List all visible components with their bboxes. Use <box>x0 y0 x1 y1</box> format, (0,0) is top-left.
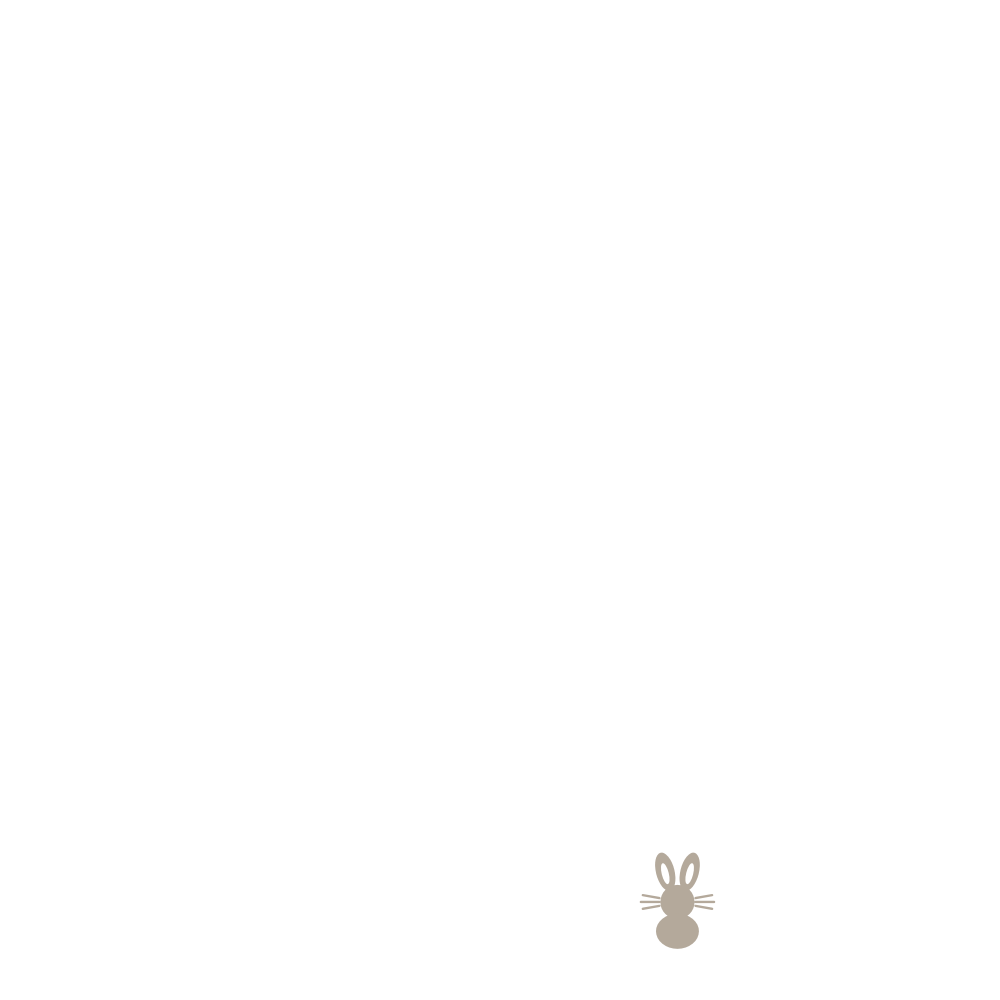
kiko-e-kika-logo <box>272 851 487 886</box>
kiko-baby-logo <box>562 850 787 959</box>
bunny-icon <box>635 850 717 957</box>
